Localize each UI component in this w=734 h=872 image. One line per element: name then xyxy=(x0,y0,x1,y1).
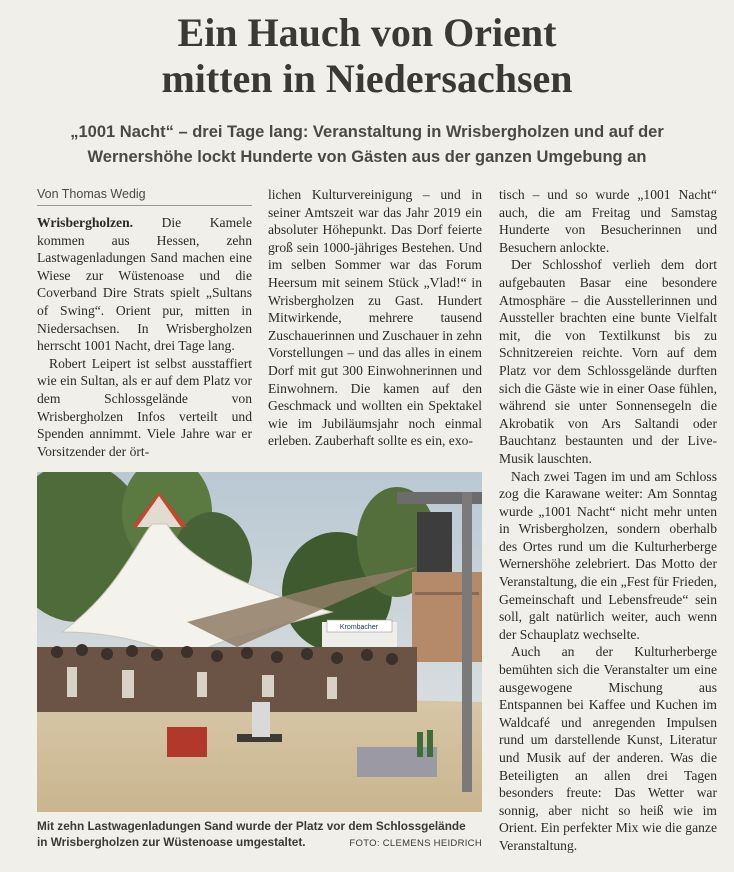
photo-credit: FOTO: CLEMENS HEIDRICH xyxy=(349,838,482,849)
photo-illustration xyxy=(37,472,482,812)
subheadline-line-1: „1001 Nacht“ – drei Tage lang: Veranstaltung in Wrisbergholzen und auf der xyxy=(70,123,664,141)
subheadline-line-2: Wernershöhe lockt Hunderte von Gästen aus der ganzen Umgebung an xyxy=(87,148,647,166)
paragraph: Der Schlosshof verlieh dem dort aufgebauten Basar eine besondere Atmosphäre – die Ausstellerinnen und Aussteller brachten eine bunte Vielfalt mit, die von Textilkunst bis zu Schnitzereien reichte. Vorn auf dem Platz vor dem Schlossgelände durften sich die Gäste wie in einer Oase fühlen, während sie unter Sonnensegeln die Akrobatik von Ars Saltandi oder Bauchtanz bestaunten und der Live-Musik lauschten. xyxy=(499,257,717,466)
column-2 xyxy=(268,186,482,450)
dateline: Wrisbergholzen. xyxy=(37,215,134,230)
article-photo xyxy=(37,472,482,812)
paragraph-text: Die Kamele kommen aus Hessen, zehn Lastwagenladungen Sand machen eine Wiese zur Wüstenoase und die Coverband Dire Strats spielt „Sultans of Swing“. Orient pur, mitten in Niedersachsen. In Wrisbergholzen herrscht 1001 Nacht, drei Tage lang. xyxy=(37,215,252,354)
paragraph xyxy=(37,214,252,355)
paragraph: tisch – und so wurde „1001 Nacht“ auch, die am Freitag und Samstag Hunderte von Besucherinnen und Besuchern anlockte. xyxy=(499,187,717,255)
photo-caption xyxy=(37,818,482,852)
paragraph: Robert Leipert ist selbst ausstaffiert wie ein Sultan, als er auf dem Platz vor dem Schlossgelände von Wrisbergholzen Infos verteilt und Spenden annimmt. Viele Jahre war er Vorsitzender der ört- xyxy=(37,355,252,459)
paragraph: lichen Kulturvereinigung – und in seiner Amtszeit war das Jahr 2019 ein absoluter Höhepunkt. Das Dorf feierte groß sein 1000-jähriges Bestehen. Und im selben Sommer war das Forum Heersum mit seinem Stück „Vlad!“ in Wrisbergholzen zu Gast. Hundert Mitwirkende, mehrere tausend Zuschauerinnen und Zuschauer in zehn Vorstellungen – und das alles in einem Dorf mit gut 300 Einwohnerinnen und Einwohnern. Die kamen auf den Geschmack und wollten ein Spektakel wie im Jubiläumsjahr noch einmal erleben. Zauberhaft sollte es ein, exo- xyxy=(268,187,482,449)
paragraph: Auch an der Kulturherberge bemühten sich die Veranstalter um eine ausgewogene Mischung aus Entspannen bei Kaffee und Kuchen im Waldcafé und anregenden Impulsen rund um darstellende Kunst, Literatur und Musik auf der anderen. Was die Beteiligten an allen drei Tagen besonders freute: Das Wetter war sonnig, aber nicht so heiß wie im Orient. Ein perfekter Mix wie die ganze Veranstaltung. xyxy=(499,644,717,853)
headline-line-2: mitten in Niedersachsen xyxy=(161,56,573,101)
author-byline: Von Thomas Wedig xyxy=(37,186,252,206)
column-1 xyxy=(37,186,252,460)
stand-sign: Krombacher xyxy=(339,624,379,631)
headline xyxy=(0,10,734,102)
subheadline xyxy=(20,120,714,170)
caption-line-2: in Wrisbergholzen zur Wüstenoase umgestaltet. xyxy=(37,835,306,849)
column-3 xyxy=(499,186,717,855)
caption-line-1: Mit zehn Lastwagenladungen Sand wurde der Platz vor dem Schlossgelände xyxy=(37,819,466,833)
headline-line-1: Ein Hauch von Orient xyxy=(177,10,557,55)
paragraph: Nach zwei Tagen im und am Schloss zog die Karawane weiter: Am Sonntag wurde „1001 Nacht“ nicht mehr unten in Wrisbergholzen, sondern oberhalb des Ortes rund um die Kulturherberge Wernershöhe zelebriert. Das Motto der Veranstaltung, die ein „Fest für Frieden, Gemeinschaft und Lebensfreude“ sein soll, galt natürlich weiter, auch wenn der Schauplatz wechselte. xyxy=(499,468,717,642)
